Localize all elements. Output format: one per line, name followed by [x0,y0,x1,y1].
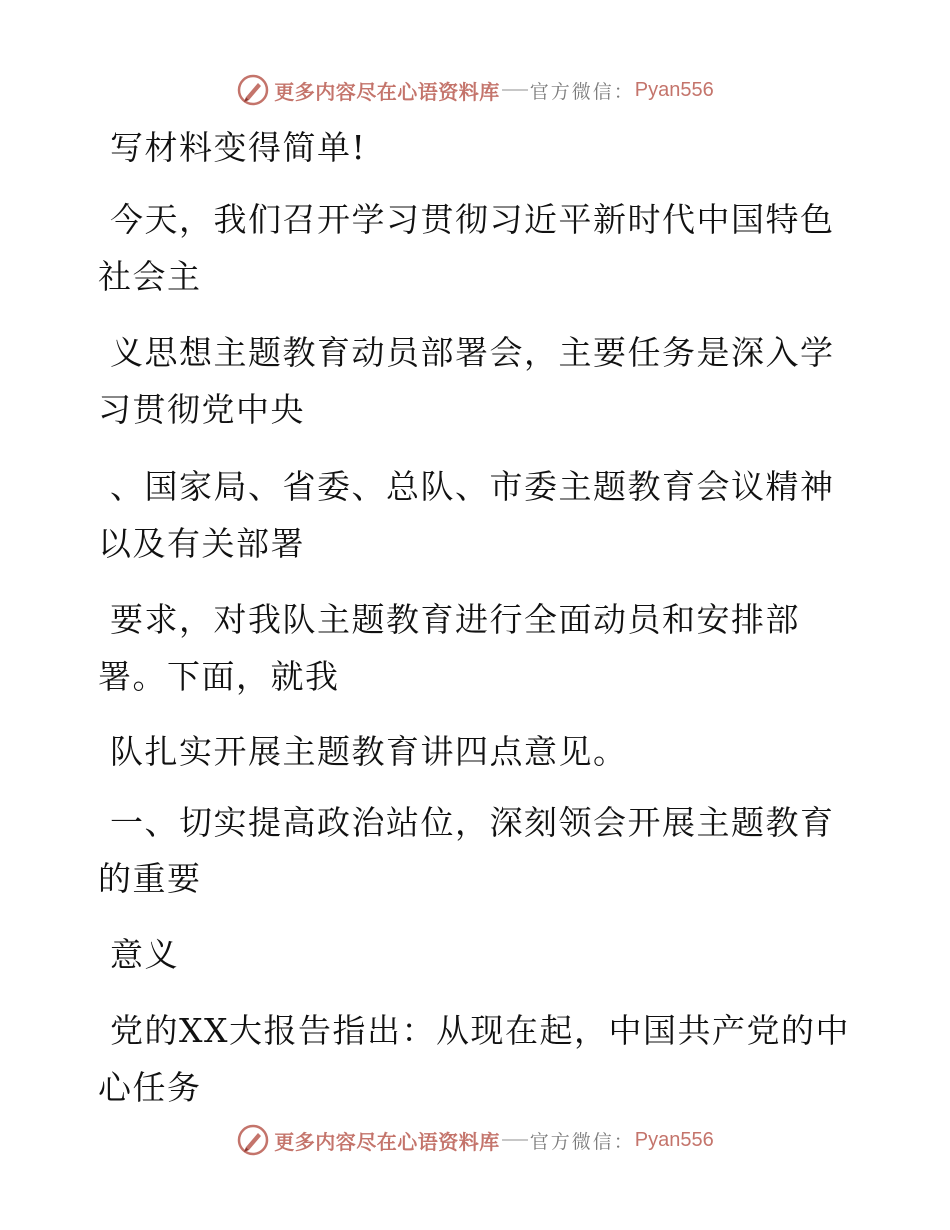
text-line: 以及有关部署 [98,524,305,563]
header-banner [0,70,950,110]
banner-site-name: 更多内容尽在心语资料库 [274,79,500,104]
banner-site-name: 更多内容尽在心语资料库 [274,1129,500,1154]
text-line: 写材料变得简单! [110,128,367,167]
text-line: 习贯彻党中央 [98,390,305,429]
text-line: 要求，对我队主题教育进行全面动员和安排部 [110,600,800,639]
text-line: 署。下面，就我 [98,657,340,696]
text-line: 党的XX大报告指出：从现在起，中国共产党的中 [110,1011,850,1050]
banner-wechat-id: Pyan556 [634,1128,714,1151]
pen-logo-icon [236,1123,270,1157]
banner-wechat-id: Pyan556 [634,78,714,101]
banner-dash [502,89,528,91]
banner-wechat-label: 官方微信： [529,1130,635,1153]
text-line: 意义 [110,935,179,974]
text-line: 社会主 [98,257,202,296]
text-line: 的重要 [98,859,202,898]
text-line: 、国家局、省委、总队、市委主题教育会议精神 [110,467,835,506]
text-line: 队扎实开展主题教育讲四点意见。 [110,732,628,771]
text-line: 今天，我们召开学习贯彻习近平新时代中国特色 [110,200,835,239]
footer-banner [0,1120,950,1160]
banner-dash [502,1139,528,1141]
text-line: 义思想主题教育动员部署会，主要任务是深入学 [110,333,835,372]
pen-logo-icon [236,73,270,107]
banner-wechat-label: 官方微信： [529,80,635,103]
text-line: 心任务 [98,1068,202,1107]
text-line: 一、切实提高政治站位，深刻领会开展主题教育 [110,803,835,842]
